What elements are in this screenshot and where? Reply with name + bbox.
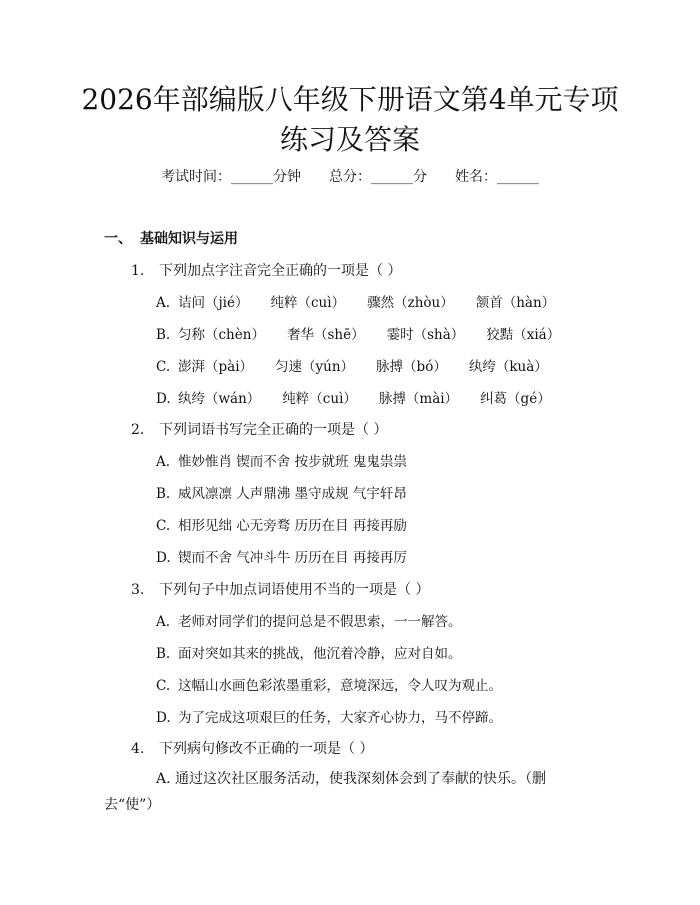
exam-time-field: 考试时间：______分钟 [161, 169, 301, 185]
question-2-option-a: A. 惟妙惟肖 锲而不舍 按步就班 鬼鬼祟祟 [156, 454, 407, 470]
question-2-option-c: C. 相形见绌 心无旁骛 历历在目 再接再励 [156, 518, 407, 534]
question-2-option-b: B. 威风凛凛 人声鼎沸 墨守成规 气宇轩昂 [156, 486, 407, 502]
question-3-option-b: B. 面对突如其来的挑战，他沉着冷静，应对自如。 [156, 646, 462, 662]
question-1-option-d: D. 纨绔（wán） 纯粹（cuì） 脉搏（mài） 纠葛（gé） [156, 391, 551, 407]
section-number: 一、 [104, 231, 132, 247]
student-name-field: 姓名：______ [455, 169, 539, 185]
question-text: 下列病句修改不正确的一项是（ ） [159, 741, 374, 757]
question-3 [131, 580, 429, 600]
question-3-option-a: A. 老师对同学们的提问总是不假思索，一一解答。 [156, 614, 462, 630]
page-title: 2026年部编版八年级下册语文第4单元专项练习及答案 [81, 83, 619, 156]
question-text: 下列词语书写完全正确的一项是（ ） [159, 422, 388, 438]
question-4-option-a: A. 通过这次社区服务活动，使我深刻体会到了奉献的快乐。（删去“使”） [104, 771, 547, 813]
question-4 [131, 739, 373, 759]
question-number: 2. [131, 422, 145, 438]
question-number: 4. [131, 741, 145, 757]
question-number: 3. [131, 582, 145, 598]
question-number: 1. [131, 263, 145, 279]
question-2 [131, 420, 387, 440]
question-1-option-a: A. 诘问（jié） 纯粹（cuì） 骤然（zhòu） 颔首（hàn） [156, 295, 556, 311]
question-3-option-d: D. 为了完成这项艰巨的任务，大家齐心协力，马不停蹄。 [156, 710, 502, 726]
question-text: 下列加点字注音完全正确的一项是（ ） [159, 263, 402, 279]
section-heading [104, 229, 238, 249]
question-2-option-d: D. 锲而不舍 气冲斗牛 历历在目 再接再厉 [156, 550, 407, 566]
question-1-option-c: C. 澎湃（pài） 匀速（yún） 脉搏（bó） 纨绔（kuà） [156, 359, 548, 375]
question-1 [131, 261, 401, 281]
question-1-option-b: B. 匀称（chèn） 奢华（shē） 霎时（shà） 狡黠（xiá） [156, 327, 561, 343]
section-title: 基础知识与运用 [140, 231, 238, 247]
question-3-option-c: C. 这幅山水画色彩浓墨重彩，意境深远，令人叹为观止。 [156, 678, 502, 694]
exam-info [0, 167, 700, 187]
question-text: 下列句子中加点词语使用不当的一项是（ ） [159, 582, 430, 598]
total-score-field: 总分：______分 [329, 169, 427, 185]
